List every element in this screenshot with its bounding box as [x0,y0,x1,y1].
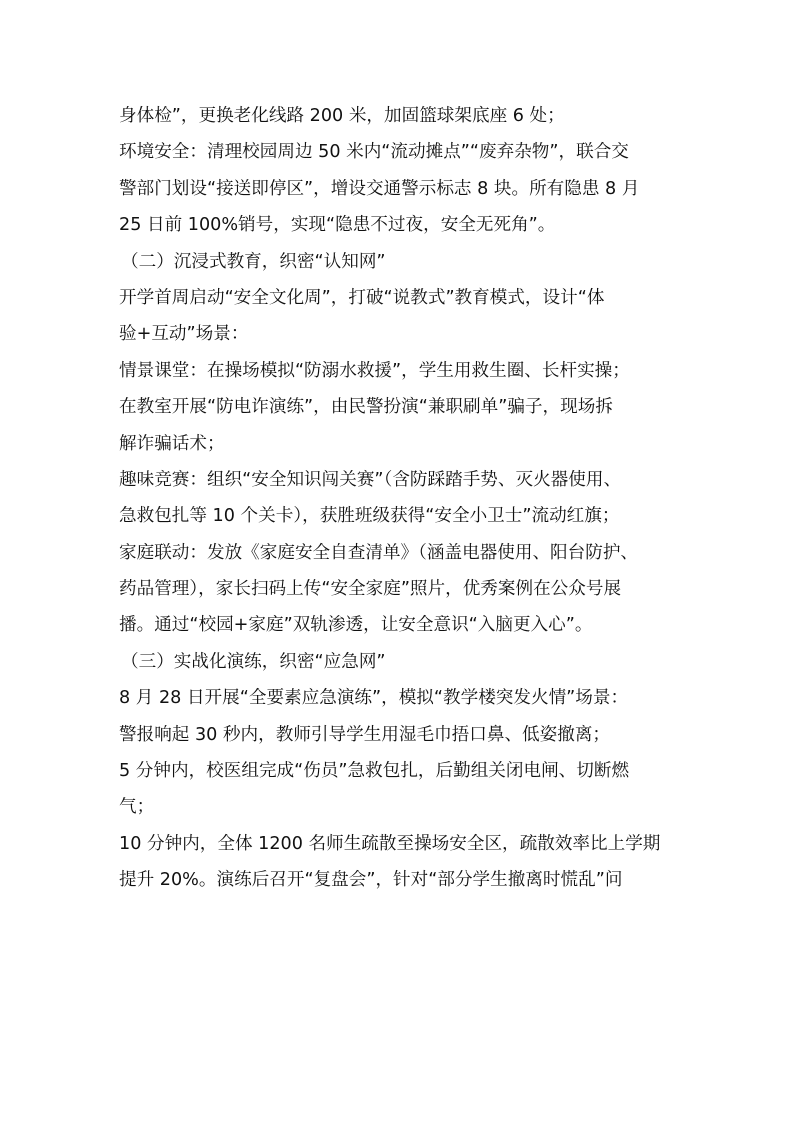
text-line: 药品管理），家长扫码上传“安全家庭”照片，优秀案例在公众号展 [119,579,622,600]
text-line: 急救包扎等 10 个关卡），获胜班级获得“安全小卫士”流动红旗； [119,506,620,527]
text-line: 情景课堂：在操场模拟“防溺水救援”，学生用救生圈、长杆实操； [119,360,630,381]
section-heading: （三）实战化演练，织密“应急网” [121,651,386,672]
text-line: 10 分钟内，全体 1200 名师生疏散至操场安全区，疏散效率比上学期 [119,833,661,854]
text-line: 环境安全：清理校园周边 50 米内“流动摊点”“废弃杂物”，联合交 [119,142,629,163]
text-line: 警报响起 30 秒内，教师引导学生用湿毛巾捂口鼻、低姿撤离； [119,724,611,745]
text-line: 开学首周启动“安全文化周”，打破“说教式”教育模式，设计“体 [119,287,605,308]
text-line: 家庭联动：发放《家庭安全自查清单》（涵盖电器使用、阳台防护、 [119,542,639,563]
text-line: 身体检”，更换老化线路 200 米，加固篮球架底座 6 处； [119,106,565,126]
text-line: 播。通过“校园+家庭”双轨渗透，让安全意识“入脑更入心”。 [119,615,593,636]
text-line: 8 月 28 日开展“全要素应急演练”，模拟“教学楼突发火情”场景： [119,688,629,709]
section-heading: （二）沉浸式教育，织密“认知网” [121,251,386,272]
text-line: 验+互动”场景： [119,324,249,345]
text-line: 警部门划设“接送即停区”，增设交通警示标志 8 块。所有隐患 8 月 [119,178,640,199]
text-line: 在教室开展“防电诈演练”，由民警扮演“兼职刷单”骗子，现场拆 [119,397,613,418]
text-line: 提升 20%。演练后召开“复盘会”，针对“部分学生撤离时慌乱”问 [119,870,623,891]
text-line: 趣味竞赛：组织“安全知识闯关赛”（含防踩踏手势、灭火器使用、 [119,469,622,490]
text-line: 气； [119,797,155,818]
document-body [119,98,679,899]
text-line: 解诈骗话术； [119,433,225,454]
text-line: 5 分钟内，校医组完成“伤员”急救包扎，后勤组关闭电闸、切断燃 [119,761,630,782]
text-line: 25 日前 100%销号，实现“隐患不过夜，安全无死角”。 [119,215,556,236]
